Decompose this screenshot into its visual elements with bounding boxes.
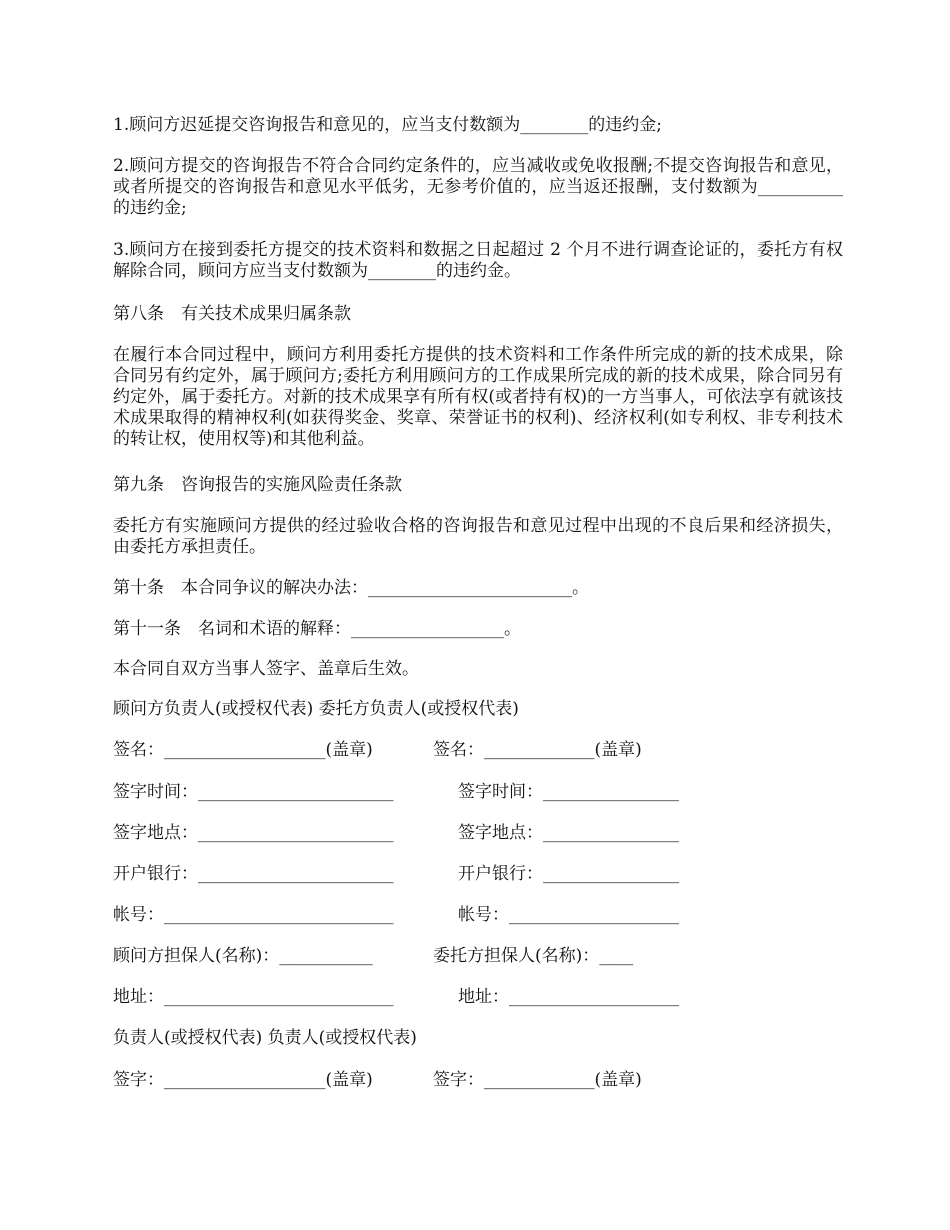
article-10: 第十条 本合同争议的解决办法：________________________。	[113, 578, 589, 598]
consultant-sign-time: 签字时间：_______________________	[113, 782, 394, 802]
consultant-account: 帐号：___________________________	[113, 905, 394, 925]
consultant-signature: 签名：___________________(盖章)	[113, 740, 373, 760]
article-8-title: 第八条 有关技术成果归属条款	[113, 304, 351, 324]
client-signature: 签名：_____________(盖章)	[433, 740, 642, 760]
clause-1-late-report: 1.顾问方迟延提交咨询报告和意见的，应当支付数额为________的违约金;	[113, 115, 662, 135]
signers-header: 顾问方负责人(或授权代表) 委托方负责人(或授权代表)	[113, 699, 519, 719]
article-9-body: 委托方有实施顾问方提供的经过验收合格的咨询报告和意见过程中出现的不良后果和经济损失，由委托方承担责任。	[113, 516, 843, 557]
effective-clause: 本合同自双方当事人签字、盖章后生效。	[113, 659, 419, 679]
client-guarantor: 委托方担保人(名称)：____	[433, 946, 634, 966]
client-bank: 开户银行：________________	[458, 864, 679, 884]
article-8-body: 在履行本合同过程中，顾问方利用委托方提供的技术资料和工作条件所完成的新的技术成果，除合同另有约定外，属于顾问方;委托方利用顾问方的工作成果所完成的新的技术成果，除合同另有约定外，属于委托方。对新的技术成果享有所有权(或者持有权)的一方当事人，可依法享有就该技术成果取得的精神权利(如获得奖金、奖章、荣誉证书的权利)、经济权利(如专利权、非专利技术的转让权，使用权等)和其他利益。	[113, 345, 843, 449]
consultant-guarantor-address: 地址：___________________________	[113, 987, 394, 1007]
clause-3-no-investigation: 3.顾问方在接到委托方提交的技术资料和数据之日起超过 2 个月不进行调查论证的，委托方有权解除合同，顾问方应当支付数额为________的违约金。	[113, 240, 843, 281]
consultant-bank: 开户银行：_______________________	[113, 864, 394, 884]
clause-2-nonconforming-report: 2.顾问方提交的咨询报告不符合合同约定条件的，应当减收或免收报酬;不提交咨询报告和意见，或者所提交的咨询报告和意见水平低劣，无参考价值的，应当返还报酬，支付数额为__________的违约金;	[113, 156, 843, 218]
article-9-title: 第九条 咨询报告的实施风险责任条款	[113, 475, 402, 495]
consultant-sign-place: 签字地点：_______________________	[113, 823, 394, 843]
client-sign-place: 签字地点：________________	[458, 823, 679, 843]
guarantor-signers-header: 负责人(或授权代表) 负责人(或授权代表)	[113, 1028, 417, 1048]
client-guarantor-address: 地址：____________________	[458, 987, 679, 1007]
article-11: 第十一条 名词和术语的解释：__________________。	[113, 619, 521, 639]
client-guarantor-signature: 签字：_____________(盖章)	[433, 1070, 642, 1090]
consultant-guarantor-signature: 签字：___________________(盖章)	[113, 1070, 373, 1090]
client-sign-time: 签字时间：________________	[458, 782, 679, 802]
client-account: 帐号：____________________	[458, 905, 679, 925]
consultant-guarantor: 顾问方担保人(名称)：___________	[113, 946, 373, 966]
